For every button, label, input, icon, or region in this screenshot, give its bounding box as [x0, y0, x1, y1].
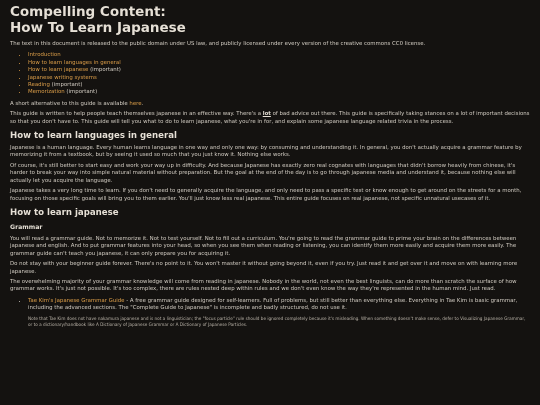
- heading-grammar: Grammar: [10, 223, 43, 231]
- short-alt-suffix: .: [141, 100, 144, 107]
- license-notice: The text in this document is released to the public domain under US law, and publicly licensed under every version of the creative commons CC0 license.: [10, 41, 426, 47]
- toc-item-introduction: [28, 52, 530, 59]
- toc-link-introduction[interactable]: Introduction: [28, 52, 61, 59]
- grammar-paragraph-2: Do not stay with your beginner guide forever. There's no point to it. You won't master it without going beyond it, even if you try. Just read it and get over it and move on with learning more japanese.: [10, 261, 518, 275]
- toc-note-reading: (important): [49, 82, 83, 89]
- toc-item-memorization: [28, 89, 530, 96]
- toc-item-japanese: [28, 67, 530, 74]
- tae-kim-link[interactable]: Tae Kim's Japanese Grammar Guide: [28, 297, 125, 304]
- general-paragraph-3: Japanese takes a very long time to learn. If you don't need to generally acquire the language, and only need to pass a specific test or know enough to get around on the streets for a month, focusing on those specific goals will bring you to them earlier. You'll just know less real japanese. This entire guide focuses on real japanese, not specific unnatural usecases of it.: [10, 188, 522, 202]
- table-of-contents: [10, 52, 530, 96]
- short-alt-prefix: A short alternative to this guide is available: [10, 100, 130, 107]
- grammar-paragraph-3: The overwhelming majority of your grammar knowledge will come from reading in japanese. Nobody in the world, not even the best linguists, can do more than scratch the surface of how grammar works. It's just not possible. It's too complex, there are rules nested deep within rules and we don't even know the way they're represented in the human mind. Just read.: [10, 278, 517, 293]
- toc-note-memorization: (important): [64, 89, 98, 96]
- toc-item-general: [28, 60, 530, 67]
- resource-tae-kim: [28, 298, 530, 328]
- heading-japanese: How to learn japanese: [10, 207, 119, 218]
- tae-kim-note: Note that Tae Kim does not have nakamura japanese and is not a linguistician; the "focus particle" rule should be ignored completely because it's misleading. When something doesn't make sense, defer to Visualizing Japanese Grammar, or to a dictionary/handbook like A Dictionary of Japanese Grammar or A Dictionary of Japanese Particles.: [28, 315, 526, 327]
- tae-kim-description: - A free grammar guide designed for self-learners. Full of problems, but still better than everything else. Everything in Tae Kim is basic grammar, including the advanced sections. The "Complete Guide to Japanese" is incomplete and badly structured, do not use it.: [28, 297, 518, 312]
- toc-link-japanese[interactable]: How to learn japanese: [28, 67, 89, 74]
- toc-note-japanese: (important): [88, 67, 121, 74]
- intro-paragraph: [10, 111, 530, 126]
- heading-general: How to learn languages in general: [10, 131, 177, 142]
- general-paragraph-2: Of course, it's still better to start easy and work your way up in difficulty. And because Japanese has exactly zero real cognates with languages that didn't borrow heavily from chinese, it's harder to break your way into simple natural material without preparation. But the goal at the end of the day is to go through japanese media and understand it, because nothing else will actually let you acquire the language.: [10, 162, 516, 184]
- toc-link-general[interactable]: How to learn languages in general: [28, 59, 121, 66]
- intro-emphasis: lot: [262, 111, 271, 118]
- short-alt-link[interactable]: here: [129, 100, 142, 107]
- toc-link-writing[interactable]: Japanese writing systems: [28, 74, 97, 81]
- toc-link-memorization[interactable]: Memorization: [28, 89, 65, 96]
- short-alternative: [10, 101, 530, 108]
- grammar-resources: [10, 298, 530, 328]
- toc-link-reading[interactable]: Reading: [28, 82, 50, 89]
- page-title-line2: How To Learn Japanese: [10, 20, 186, 36]
- general-paragraph-1: Japanese is a human language. Every human learns language in one way and only one way: by consuming and understanding it. In general, you don't actually acquire a grammar feature by memorizing it from a textbook, but by seeing it used so much that you just know it. Nothing else works.: [10, 145, 522, 159]
- toc-item-reading: [28, 82, 530, 89]
- toc-item-writing: [28, 75, 530, 82]
- page-title-line1: Compelling Content:: [10, 4, 166, 20]
- intro-text-b: of bad advice out there. This guide is specifically taking stances on a lot of important decisions so that you don't have to. This guide will tell you what to do to learn japanese, what you're in for, and explain some japanese language related trivia in the process.: [10, 111, 530, 125]
- intro-text-a: This guide is written to help people teach themselves japanese in an effective way. There's a: [10, 111, 263, 118]
- grammar-paragraph-1: You will read a grammar guide. Not to memorize it. Not to test yourself. Not to fill out a curriculum. You're going to read the grammar guide to prime your brain on the differences between japanese and english. And to put grammar features into your head, so when you see them when reading or listening, you can identify them more easily and acquire them more easily. The grammar guide can't teach you japanese, it can only prepare you for acquiring it.: [10, 235, 517, 257]
